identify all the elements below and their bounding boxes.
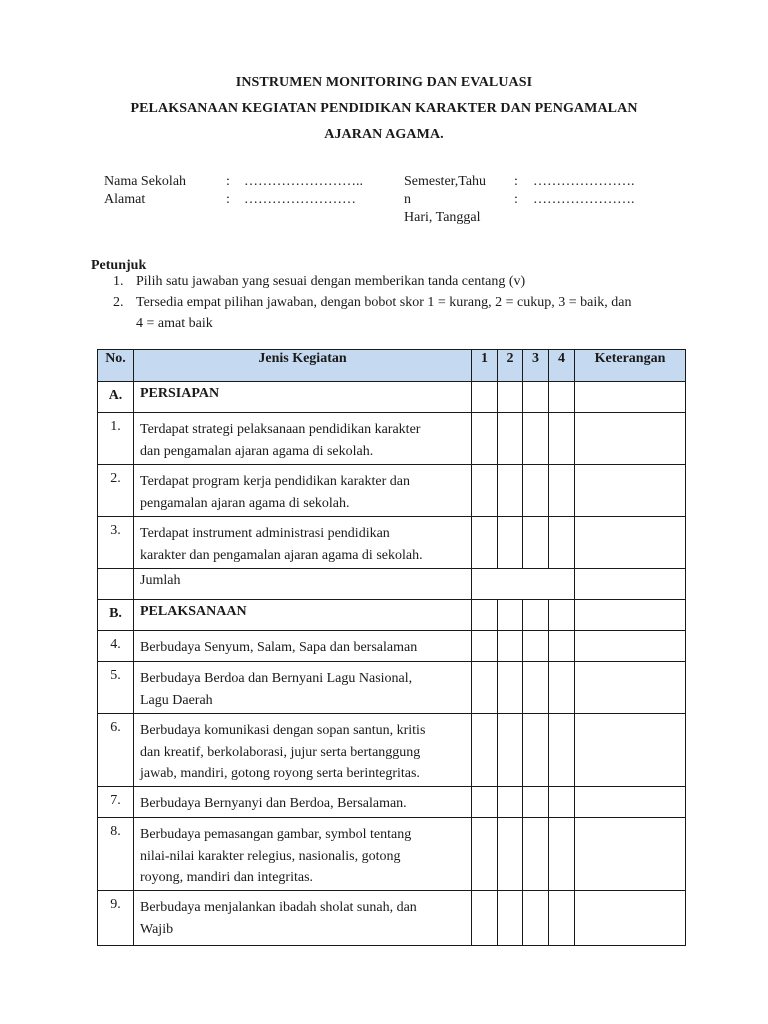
header-keterangan: Keterangan bbox=[575, 350, 686, 382]
document-subtitle: PELAKSANAAN KEGIATAN PENDIDIKAN KARAKTER DAN PENGAMALAN bbox=[130, 101, 638, 116]
score-cell-4[interactable] bbox=[549, 714, 575, 787]
keterangan-cell[interactable] bbox=[575, 569, 686, 600]
score-cell-2[interactable] bbox=[498, 714, 523, 787]
row-number: 6. bbox=[98, 714, 134, 787]
table-row bbox=[98, 891, 686, 946]
instruction-number: 1. bbox=[113, 274, 124, 289]
score-cell-3[interactable] bbox=[523, 714, 549, 787]
score-cell-4[interactable] bbox=[549, 818, 575, 891]
score-cell-2[interactable] bbox=[498, 891, 523, 946]
score-cell-1[interactable] bbox=[472, 517, 498, 569]
nama-sekolah-label: Nama Sekolah bbox=[104, 174, 187, 189]
table-row bbox=[98, 517, 686, 569]
nama-sekolah-value: …………………….. bbox=[244, 174, 363, 189]
semester-value: …………………. bbox=[533, 174, 635, 189]
alamat-label: Alamat bbox=[104, 192, 146, 207]
jumlah-score-cell[interactable] bbox=[472, 569, 575, 600]
jumlah-row bbox=[98, 569, 686, 600]
score-cell-3[interactable] bbox=[523, 787, 549, 818]
table-row bbox=[98, 413, 686, 465]
score-cell-2[interactable] bbox=[498, 600, 523, 631]
score-cell-3[interactable] bbox=[523, 517, 549, 569]
activity-text: Berbudaya komunikasi dengan sopan santun, kritis dan kreatif, berkolaborasi, jujur serta bertanggung jawab, mandiri, gotong royong serta berintegritas. bbox=[134, 714, 472, 787]
row-number: 3. bbox=[98, 517, 134, 569]
table-row bbox=[98, 714, 686, 787]
section-title: PELAKSANAAN bbox=[134, 600, 472, 631]
keterangan-cell[interactable] bbox=[575, 662, 686, 714]
colon: : bbox=[514, 192, 518, 207]
score-cell-1[interactable] bbox=[472, 600, 498, 631]
activity-text: Berbudaya pemasangan gambar, symbol tentang nilai-nilai karakter relegius, nasionalis, gotong royong, mandiri dan integritas. bbox=[134, 818, 472, 891]
activity-text: Berbudaya Bernyanyi dan Berdoa, Bersalaman. bbox=[134, 787, 472, 818]
header-score-2: 2 bbox=[498, 350, 523, 382]
score-cell-4[interactable] bbox=[549, 517, 575, 569]
keterangan-cell[interactable] bbox=[575, 413, 686, 465]
header-no: No. bbox=[98, 350, 134, 382]
score-cell-2[interactable] bbox=[498, 465, 523, 517]
keterangan-cell[interactable] bbox=[575, 600, 686, 631]
score-cell-3[interactable] bbox=[523, 465, 549, 517]
score-cell-2[interactable] bbox=[498, 631, 523, 662]
colon: : bbox=[226, 174, 230, 189]
activity-text: Terdapat program kerja pendidikan karakter dan pengamalan ajaran agama di sekolah. bbox=[134, 465, 472, 517]
score-cell-2[interactable] bbox=[498, 662, 523, 714]
score-cell-1[interactable] bbox=[472, 631, 498, 662]
section-row-pelaksanaan bbox=[98, 600, 686, 631]
keterangan-cell[interactable] bbox=[575, 631, 686, 662]
score-cell-1[interactable] bbox=[472, 787, 498, 818]
instruction-text: Pilih satu jawaban yang sesuai dengan memberikan tanda centang (v) bbox=[136, 274, 526, 289]
table-row bbox=[98, 818, 686, 891]
score-cell-2[interactable] bbox=[498, 818, 523, 891]
header-score-1: 1 bbox=[472, 350, 498, 382]
keterangan-cell[interactable] bbox=[575, 517, 686, 569]
score-cell-3[interactable] bbox=[523, 413, 549, 465]
score-cell-1[interactable] bbox=[472, 382, 498, 413]
table-row bbox=[98, 631, 686, 662]
header-score-4: 4 bbox=[549, 350, 575, 382]
score-cell-3[interactable] bbox=[523, 818, 549, 891]
row-number: 7. bbox=[98, 787, 134, 818]
score-cell-3[interactable] bbox=[523, 382, 549, 413]
row-number: 2. bbox=[98, 465, 134, 517]
score-cell-3[interactable] bbox=[523, 891, 549, 946]
activity-text: Terdapat strategi pelaksanaan pendidikan karakter dan pengamalan ajaran agama di sekolah. bbox=[134, 413, 472, 465]
row-number: 1. bbox=[98, 413, 134, 465]
score-cell-1[interactable] bbox=[472, 714, 498, 787]
header-jenis-kegiatan: Jenis Kegiatan bbox=[134, 350, 472, 382]
instruction-number: 2. bbox=[113, 295, 124, 310]
row-number: 4. bbox=[98, 631, 134, 662]
score-cell-2[interactable] bbox=[498, 413, 523, 465]
score-cell-2[interactable] bbox=[498, 787, 523, 818]
section-row-persiapan bbox=[98, 382, 686, 413]
score-cell-4[interactable] bbox=[549, 413, 575, 465]
row-number: 9. bbox=[98, 891, 134, 946]
score-cell-4[interactable] bbox=[549, 600, 575, 631]
score-cell-1[interactable] bbox=[472, 891, 498, 946]
score-cell-1[interactable] bbox=[472, 413, 498, 465]
header-score-3: 3 bbox=[523, 350, 549, 382]
score-cell-2[interactable] bbox=[498, 517, 523, 569]
petunjuk-heading: Petunjuk bbox=[91, 258, 147, 273]
table-row bbox=[98, 662, 686, 714]
row-number: 8. bbox=[98, 818, 134, 891]
score-cell-4[interactable] bbox=[549, 662, 575, 714]
section-number: B. bbox=[98, 600, 134, 631]
keterangan-cell[interactable] bbox=[575, 891, 686, 946]
jumlah-number-cell bbox=[98, 569, 134, 600]
score-cell-4[interactable] bbox=[549, 891, 575, 946]
activity-text: Berbudaya Senyum, Salam, Sapa dan bersalaman bbox=[134, 631, 472, 662]
colon: : bbox=[226, 192, 230, 207]
evaluation-table bbox=[97, 349, 686, 946]
keterangan-cell[interactable] bbox=[575, 714, 686, 787]
semester-label: Semester,Tahu bbox=[404, 174, 487, 189]
section-number: A. bbox=[98, 382, 134, 413]
section-title: PERSIAPAN bbox=[134, 382, 472, 413]
activity-text: Berbudaya Berdoa dan Bernyani Lagu Nasional, Lagu Daerah bbox=[134, 662, 472, 714]
score-cell-4[interactable] bbox=[549, 787, 575, 818]
score-cell-3[interactable] bbox=[523, 631, 549, 662]
score-cell-1[interactable] bbox=[472, 465, 498, 517]
score-cell-4[interactable] bbox=[549, 465, 575, 517]
keterangan-cell[interactable] bbox=[575, 465, 686, 517]
jumlah-label: Jumlah bbox=[134, 569, 472, 600]
document-subtitle-continued: AJARAN AGAMA. bbox=[324, 127, 444, 142]
document-title: INSTRUMEN MONITORING DAN EVALUASI bbox=[235, 75, 533, 90]
hari-tanggal-value: …………………. bbox=[533, 192, 635, 207]
activity-text: Terdapat instrument administrasi pendidikan karakter dan pengamalan ajaran agama di sekolah. bbox=[134, 517, 472, 569]
score-cell-2[interactable] bbox=[498, 382, 523, 413]
row-number: 5. bbox=[98, 662, 134, 714]
activity-text: Berbudaya menjalankan ibadah sholat sunah, dan Wajib bbox=[134, 891, 472, 946]
table-row bbox=[98, 787, 686, 818]
keterangan-cell[interactable] bbox=[575, 787, 686, 818]
alamat-value: …………………… bbox=[244, 192, 356, 207]
instruction-text: Tersedia empat pilihan jawaban, dengan bobot skor 1 = kurang, 2 = cukup, 3 = baik, dan bbox=[136, 295, 632, 310]
table-row bbox=[98, 465, 686, 517]
score-cell-3[interactable] bbox=[523, 662, 549, 714]
table-header-row bbox=[98, 350, 686, 382]
score-cell-4[interactable] bbox=[549, 382, 575, 413]
colon: : bbox=[514, 174, 518, 189]
instruction-text-continued: 4 = amat baik bbox=[136, 316, 213, 331]
keterangan-cell[interactable] bbox=[575, 818, 686, 891]
hari-tanggal-label: Hari, Tanggal bbox=[404, 210, 481, 225]
score-cell-1[interactable] bbox=[472, 818, 498, 891]
keterangan-cell[interactable] bbox=[575, 382, 686, 413]
score-cell-4[interactable] bbox=[549, 631, 575, 662]
score-cell-1[interactable] bbox=[472, 662, 498, 714]
score-cell-3[interactable] bbox=[523, 600, 549, 631]
semester-label-wrap: n bbox=[404, 192, 411, 207]
